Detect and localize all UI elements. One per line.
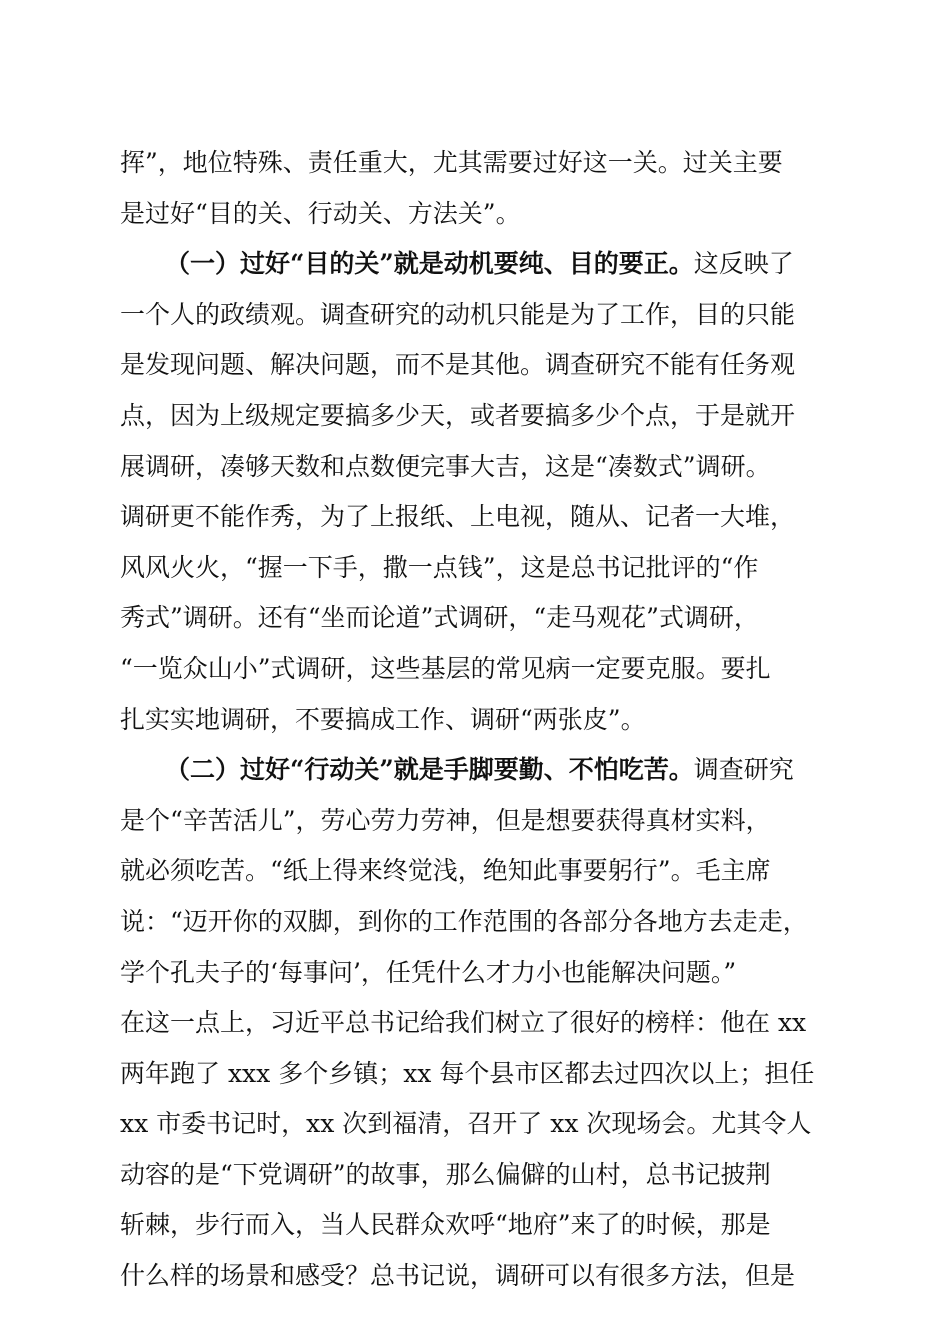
text-line: 点，因为上级规定要搞多少天，或者要搞多少个点，于是就开 xyxy=(120,400,796,430)
document-body xyxy=(120,138,832,1302)
text-line: 是发现问题、解决问题，而不是其他。调查研究不能有任务观 xyxy=(120,350,796,380)
section-heading-two: （二）过好“行动关”就是手脚要勤、不怕吃苦。 xyxy=(165,755,694,785)
text-line: 挥”，地位特殊、责任重大，尤其需要过好这一关。过关主要 xyxy=(120,148,783,177)
text-segment: 调查研究 xyxy=(693,755,794,785)
text-line: 什么样的场景和感受？总书记说，调研可以有很多方法，但是 xyxy=(120,1261,796,1291)
paragraph-heading-line xyxy=(120,745,832,796)
text-line: 学个孔夫子的‘每事问’，任凭什么才力小也能解决问题。” xyxy=(120,957,737,987)
text-line: 在这一点上，习近平总书记给我们树立了很好的榜样：他在 xx xyxy=(120,1008,807,1038)
text-segment: 这反映了 xyxy=(693,249,794,279)
section-heading-one: （一）过好“目的关”就是动机要纯、目的要正。 xyxy=(165,249,694,279)
text-line: 斩棘，步行而入，当人民群众欢呼“地府”来了的时候，那是 xyxy=(120,1210,771,1240)
text-line: 秀式”调研。还有“坐而论道”式调研，“走马观花”式调研， xyxy=(120,603,759,633)
text-line: 扎实实地调研，不要搞成工作、调研“两张皮”。 xyxy=(120,704,646,734)
text-line: 一个人的政绩观。调查研究的动机只能是为了工作，目的只能 xyxy=(120,299,796,329)
text-line: 就必须吃苦。“纸上得来终觉浅，绝知此事要躬行”。毛主席 xyxy=(120,856,771,886)
text-line: 是个“辛苦活儿”，劳心劳力劳神，但是想要获得真材实料， xyxy=(120,805,771,835)
text-line: 动容的是“下党调研”的故事，那么偏僻的山村，总书记披荆 xyxy=(120,1159,771,1189)
text-line: 两年跑了 xxx 多个乡镇；xx 每个县市区都去过四次以上；担任 xyxy=(120,1058,815,1088)
text-line: xx 市委书记时，xx 次到福清，召开了 xx 次现场会。尤其令人 xyxy=(120,1109,812,1139)
paragraph-heading-line xyxy=(120,239,832,290)
text-line: 调研更不能作秀，为了上报纸、上电视，随从、记者一大堆， xyxy=(120,502,796,532)
text-line: 是过好“目的关、行动关、方法关”。 xyxy=(120,198,521,228)
text-line: 风风火火，“握一下手，撒一点钱”，这是总书记批评的“作 xyxy=(120,552,759,582)
text-line: 说：“迈开你的双脚，到你的工作范围的各部分各地方去走走， xyxy=(120,906,808,936)
text-line: “一览众山小”式调研，这些基层的常见病一定要克服。要扎 xyxy=(120,653,771,683)
text-line: 展调研，凑够天数和点数便完事大吉，这是“凑数式”调研。 xyxy=(120,451,771,481)
